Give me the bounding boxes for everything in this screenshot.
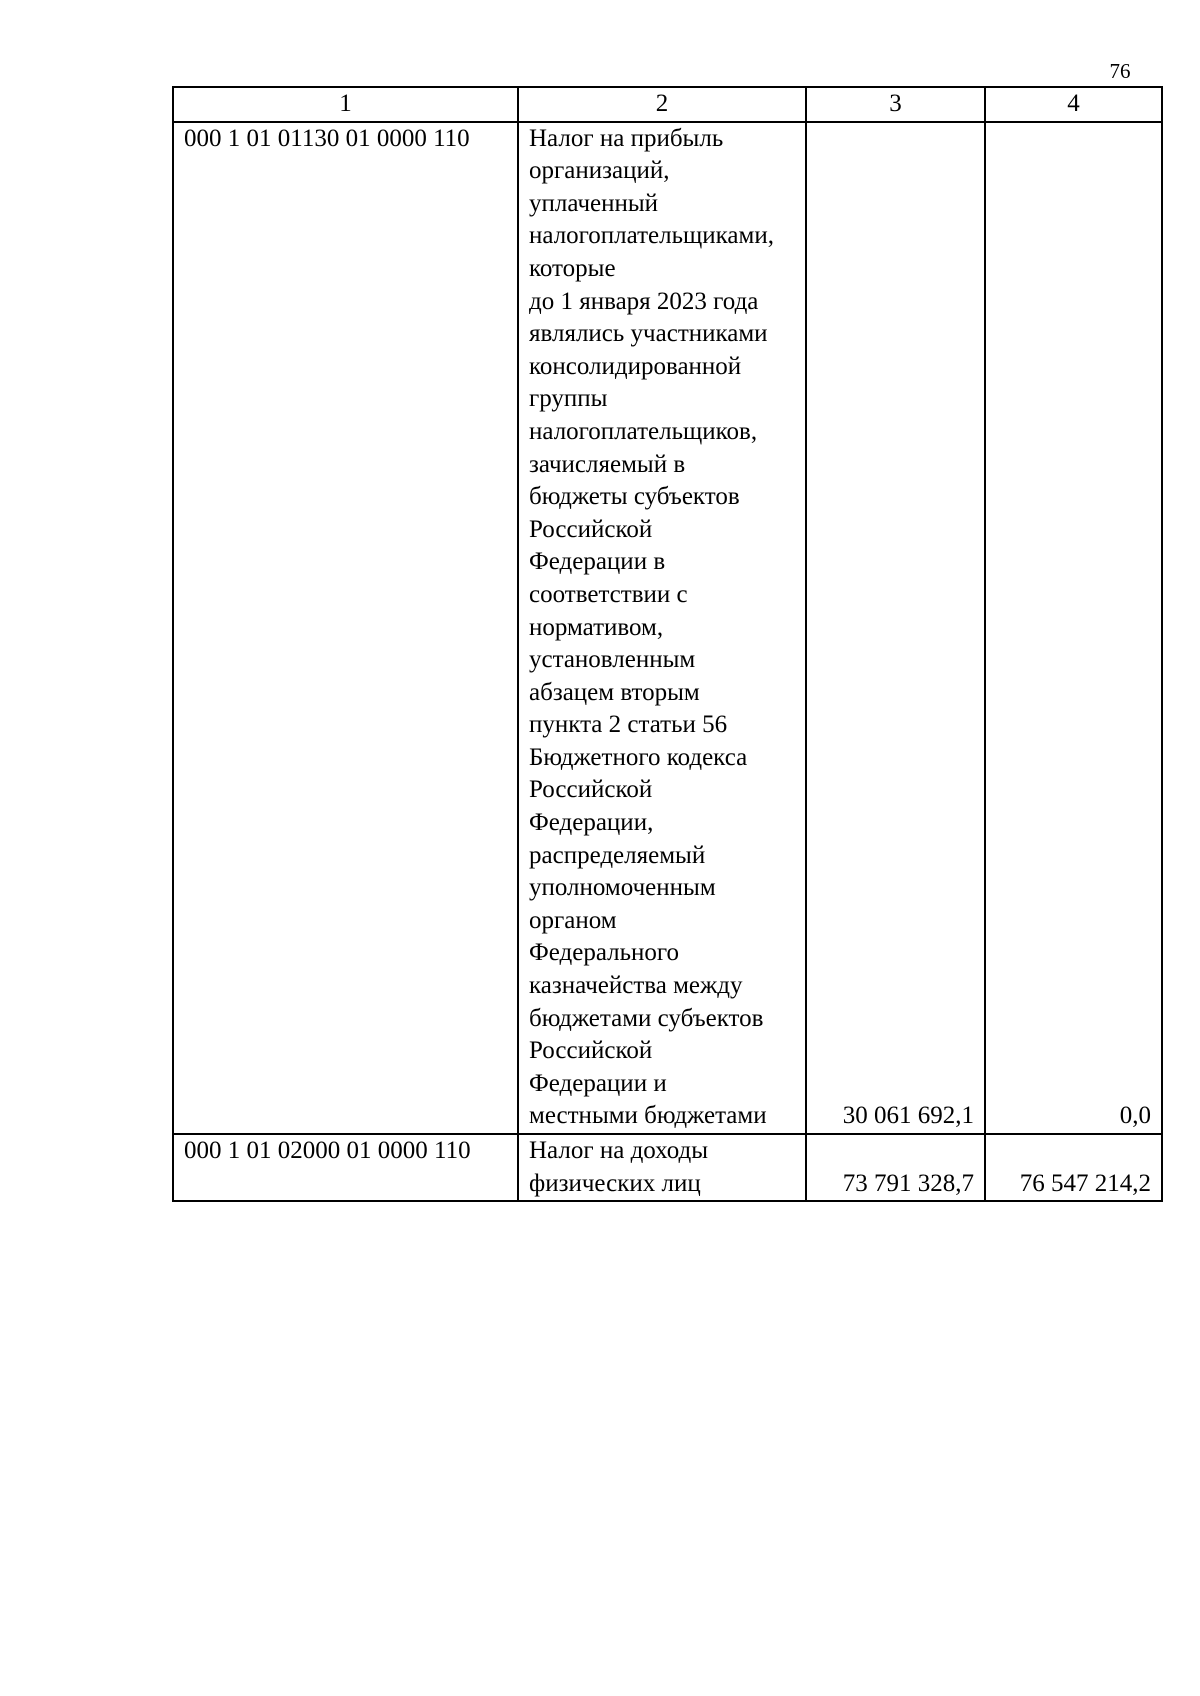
description-line: которые — [529, 254, 616, 282]
amount-column-3: 73 791 328,7 — [806, 1134, 985, 1201]
budget-classification-code: 000 1 01 02000 01 0000 110 — [173, 1134, 518, 1201]
table-row — [173, 122, 1162, 1134]
description-line: местными бюджетами — [529, 1102, 767, 1130]
budget-table — [172, 86, 1163, 1202]
description-line: налогоплательщиками, — [529, 222, 774, 250]
table-row — [173, 1134, 1162, 1201]
description-line: Налог на прибыль — [529, 124, 724, 152]
budget-classification-code: 000 1 01 01130 01 0000 110 — [173, 122, 518, 1134]
column-number-2: 2 — [518, 87, 806, 122]
description-line: нормативом, — [529, 613, 664, 641]
description-line: Федерации, — [529, 809, 654, 837]
column-number-1: 1 — [173, 87, 518, 122]
description-line: Федерации и — [529, 1069, 667, 1097]
description-line: уполномоченным — [529, 874, 716, 902]
amount-column-3: 30 061 692,1 — [806, 122, 985, 1134]
description-line: консолидированной — [529, 352, 742, 380]
revenue-description — [518, 1134, 806, 1201]
description-line: уплаченный — [529, 189, 659, 217]
page-number: 76 — [1109, 59, 1131, 83]
description-line: абзацем вторым — [529, 678, 700, 706]
description-line: Российской — [529, 515, 653, 543]
description-line: налогоплательщиков, — [529, 417, 758, 445]
description-line: установленным — [529, 646, 696, 674]
description-line: зачисляемый в — [529, 450, 686, 478]
description-line: Бюджетного кодекса — [529, 743, 748, 771]
description-line: бюджеты субъектов — [529, 483, 740, 511]
description-line: являлись участниками — [529, 320, 768, 348]
description-line: соответствии с — [529, 580, 688, 608]
table-header-row — [173, 87, 1162, 122]
column-number-4: 4 — [985, 87, 1162, 122]
description-line: казначейства между — [529, 972, 743, 1000]
description-line: органом — [529, 906, 617, 934]
description-line: физических лиц — [529, 1169, 701, 1197]
description-line: пункта 2 статьи 56 — [529, 711, 728, 739]
description-line: распределяемый — [529, 841, 706, 869]
description-line: до 1 января 2023 года — [529, 287, 759, 315]
description-line: Налог на доходы — [529, 1137, 709, 1164]
column-number-3: 3 — [806, 87, 985, 122]
description-line: Федерации в — [529, 548, 666, 576]
description-line: Российской — [529, 1037, 653, 1065]
description-line: Федерального — [529, 939, 680, 967]
description-line: организаций, — [529, 157, 670, 185]
description-line: Российской — [529, 776, 653, 804]
revenue-description — [518, 122, 806, 1134]
description-line: группы — [529, 385, 608, 413]
amount-column-4: 0,0 — [985, 122, 1162, 1134]
amount-column-4: 76 547 214,2 — [985, 1134, 1162, 1201]
description-line: бюджетами субъектов — [529, 1004, 764, 1032]
